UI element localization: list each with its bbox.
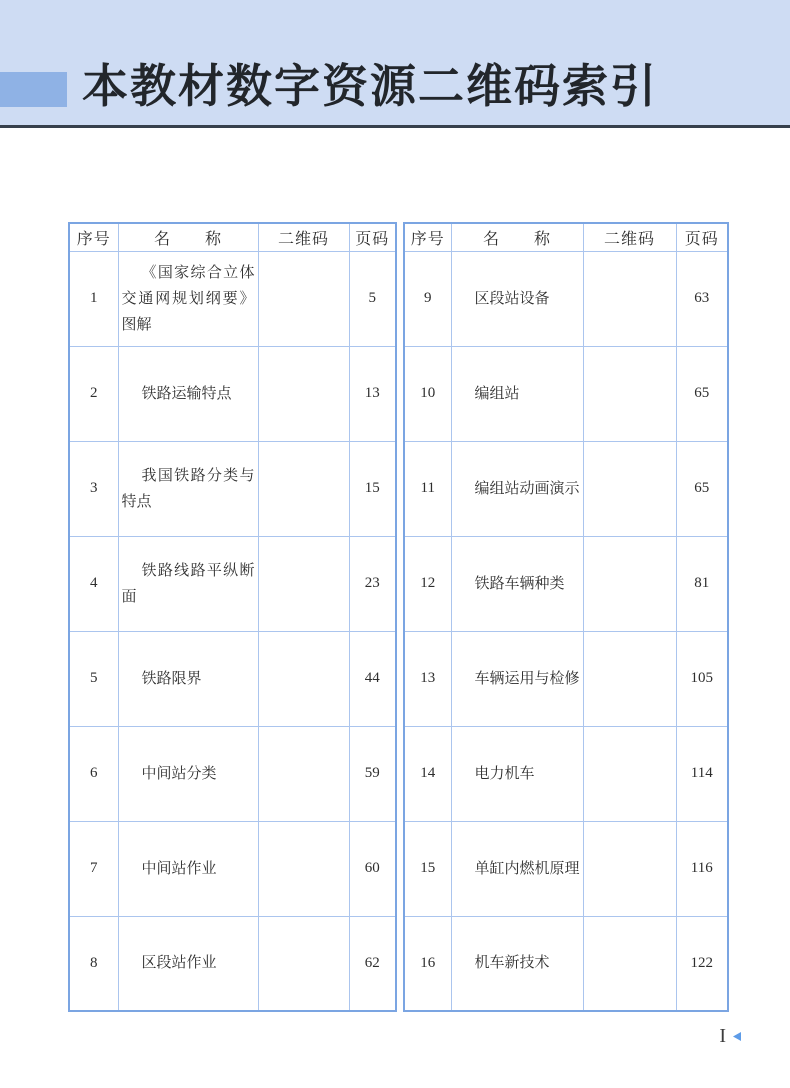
column-header-qrcode: 二维码 bbox=[258, 223, 349, 251]
table-row bbox=[69, 251, 396, 346]
page-number-cell: 63 bbox=[676, 251, 728, 346]
resource-name-cell bbox=[118, 441, 258, 536]
index-table-left bbox=[68, 222, 397, 1012]
qr-code-cell bbox=[258, 916, 349, 1011]
table-row bbox=[69, 441, 396, 536]
page-header-band bbox=[0, 0, 790, 128]
resource-name-cell bbox=[118, 251, 258, 346]
row-index-cell: 7 bbox=[69, 821, 118, 916]
qr-code-cell bbox=[583, 631, 676, 726]
resource-name-cell bbox=[451, 821, 583, 916]
table-row bbox=[69, 536, 396, 631]
resource-name-cell bbox=[451, 916, 583, 1011]
qr-code-cell bbox=[258, 251, 349, 346]
table-row bbox=[404, 441, 728, 536]
qr-code-cell bbox=[258, 346, 349, 441]
row-index-cell: 15 bbox=[404, 821, 451, 916]
header-row bbox=[69, 223, 396, 251]
resource-name: 铁路限界 bbox=[141, 670, 202, 687]
resource-name: 机车新技术 bbox=[474, 955, 550, 972]
row-index-cell: 11 bbox=[404, 441, 451, 536]
table-body bbox=[69, 251, 396, 1011]
page-number-cell: 81 bbox=[676, 536, 728, 631]
row-index-cell: 5 bbox=[69, 631, 118, 726]
row-index-cell: 9 bbox=[404, 251, 451, 346]
table-row bbox=[404, 726, 728, 821]
column-header-name: 名 称 bbox=[118, 223, 258, 251]
table-row bbox=[69, 821, 396, 916]
qr-code-cell bbox=[258, 536, 349, 631]
page-number-cell: 114 bbox=[676, 726, 728, 821]
qr-code-cell bbox=[583, 916, 676, 1011]
page-number-cell: 23 bbox=[349, 536, 396, 631]
resource-name: 《国家综合立体交通网规划纲要》图解 bbox=[121, 264, 255, 333]
resource-name: 区段站设备 bbox=[474, 290, 550, 307]
table-header bbox=[69, 223, 396, 251]
resource-name-cell bbox=[451, 536, 583, 631]
qr-code-cell bbox=[583, 346, 676, 441]
resource-name: 电力机车 bbox=[474, 765, 535, 782]
table-row bbox=[404, 346, 728, 441]
row-index-cell: 3 bbox=[69, 441, 118, 536]
folio-page-number: I bbox=[719, 1025, 726, 1047]
table-row bbox=[69, 726, 396, 821]
page-number-cell: 13 bbox=[349, 346, 396, 441]
qr-code-cell bbox=[583, 251, 676, 346]
row-index-cell: 8 bbox=[69, 916, 118, 1011]
back-arrow-icon bbox=[732, 1031, 742, 1042]
page-number-cell: 122 bbox=[676, 916, 728, 1011]
resource-name-cell bbox=[451, 726, 583, 821]
index-table-right bbox=[403, 222, 729, 1012]
resource-name: 我国铁路分类与特点 bbox=[121, 467, 255, 510]
column-header-page: 页码 bbox=[676, 223, 728, 251]
column-header-index: 序号 bbox=[404, 223, 451, 251]
qr-code-cell bbox=[583, 441, 676, 536]
qr-code-cell bbox=[258, 441, 349, 536]
table-row bbox=[69, 346, 396, 441]
table-row bbox=[69, 631, 396, 726]
resource-name: 铁路车辆种类 bbox=[474, 575, 565, 592]
resource-name-cell bbox=[118, 916, 258, 1011]
row-index-cell: 10 bbox=[404, 346, 451, 441]
row-index-cell: 4 bbox=[69, 536, 118, 631]
page-number-cell: 65 bbox=[676, 346, 728, 441]
row-index-cell: 6 bbox=[69, 726, 118, 821]
resource-name: 编组站 bbox=[474, 385, 520, 402]
resource-name: 铁路运输特点 bbox=[141, 385, 232, 402]
qr-code-cell bbox=[583, 821, 676, 916]
table-row bbox=[69, 916, 396, 1011]
column-header-name: 名 称 bbox=[451, 223, 583, 251]
resource-name: 铁路线路平纵断面 bbox=[121, 562, 255, 605]
page-number-cell: 62 bbox=[349, 916, 396, 1011]
row-index-cell: 2 bbox=[69, 346, 118, 441]
resource-name-cell bbox=[451, 251, 583, 346]
qr-code-cell bbox=[258, 821, 349, 916]
page-number-cell: 15 bbox=[349, 441, 396, 536]
table-row bbox=[404, 631, 728, 726]
resource-name-cell bbox=[451, 631, 583, 726]
resource-name-cell bbox=[451, 346, 583, 441]
row-index-cell: 16 bbox=[404, 916, 451, 1011]
qr-code-cell bbox=[258, 631, 349, 726]
page-number-cell: 105 bbox=[676, 631, 728, 726]
qr-code-cell bbox=[583, 726, 676, 821]
page-number-cell: 5 bbox=[349, 251, 396, 346]
resource-name: 车辆运用与检修 bbox=[474, 670, 580, 687]
header-accent-tab bbox=[0, 72, 67, 107]
row-index-cell: 1 bbox=[69, 251, 118, 346]
column-header-page: 页码 bbox=[349, 223, 396, 251]
page-number-cell: 60 bbox=[349, 821, 396, 916]
resource-name-cell bbox=[118, 346, 258, 441]
column-header-index: 序号 bbox=[69, 223, 118, 251]
page-footer bbox=[719, 1024, 742, 1048]
qr-index-tables bbox=[68, 222, 729, 1012]
page-number-cell: 116 bbox=[676, 821, 728, 916]
resource-name: 中间站作业 bbox=[141, 860, 217, 877]
table-row bbox=[404, 821, 728, 916]
table-body bbox=[404, 251, 728, 1011]
header-row bbox=[404, 223, 728, 251]
table-row bbox=[404, 916, 728, 1011]
table-header bbox=[404, 223, 728, 251]
row-index-cell: 12 bbox=[404, 536, 451, 631]
row-index-cell: 13 bbox=[404, 631, 451, 726]
resource-name-cell bbox=[118, 821, 258, 916]
resource-name: 区段站作业 bbox=[141, 955, 217, 972]
resource-name: 编组站动画演示 bbox=[474, 480, 580, 497]
resource-name-cell bbox=[451, 441, 583, 536]
resource-name-cell bbox=[118, 536, 258, 631]
column-header-qrcode: 二维码 bbox=[583, 223, 676, 251]
row-index-cell: 14 bbox=[404, 726, 451, 821]
qr-code-cell bbox=[583, 536, 676, 631]
resource-name-cell bbox=[118, 726, 258, 821]
table-row bbox=[404, 536, 728, 631]
resource-name-cell bbox=[118, 631, 258, 726]
page-title: 本教材数字资源二维码索引 bbox=[82, 60, 658, 112]
page-number-cell: 65 bbox=[676, 441, 728, 536]
page-number-cell: 44 bbox=[349, 631, 396, 726]
table-row bbox=[404, 251, 728, 346]
page-number-cell: 59 bbox=[349, 726, 396, 821]
qr-code-cell bbox=[258, 726, 349, 821]
resource-name: 中间站分类 bbox=[141, 765, 217, 782]
resource-name: 单缸内燃机原理 bbox=[474, 860, 580, 877]
